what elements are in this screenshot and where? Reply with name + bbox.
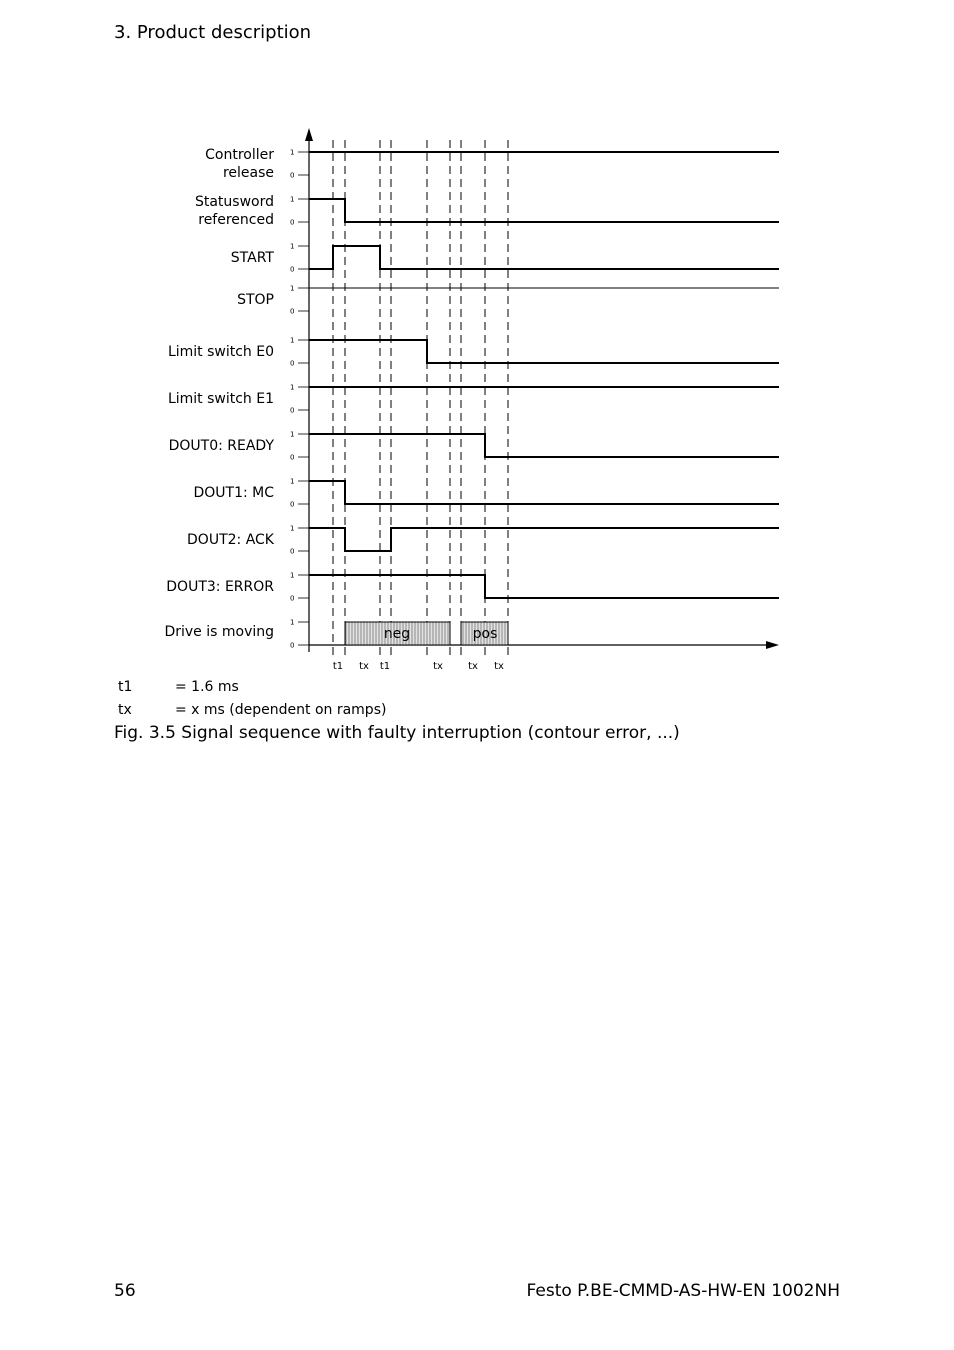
time-label: t1 [379,661,391,672]
level-label-high: 1 [290,618,295,627]
signal-label: DOUT0: READY [168,438,274,454]
moving-box-label: neg [383,626,411,642]
level-label-high: 1 [290,148,295,157]
signal-waveform [309,246,779,269]
signal-label: DOUT3: ERROR [166,579,274,595]
signal-row-dout1-mc [193,478,779,509]
level-label-high: 1 [290,477,295,486]
level-label-high: 1 [290,383,295,392]
level-label-low: 0 [290,641,295,650]
y-axis-arrow-icon [305,128,313,141]
signal-label: Limit switch E0 [167,344,274,360]
time-label: tx [359,661,369,672]
legend-key-tx: tx [118,702,132,718]
legend-key-t1: t1 [118,679,133,695]
page-number: 56 [114,1281,136,1301]
level-label-low: 0 [290,307,295,316]
level-label-high: 1 [290,524,295,533]
level-label-high: 1 [290,195,295,204]
signal-label: Controller [205,147,274,163]
time-labels [333,661,504,672]
signal-rows [164,147,779,650]
signal-row-limit-switch-e1 [168,384,779,415]
axes [305,128,779,652]
level-label-low: 0 [290,500,295,509]
legend-value-tx: = x ms (dependent on ramps) [175,702,387,718]
level-label-high: 1 [290,336,295,345]
signal-row-dout0-ready [169,431,779,462]
level-label-low: 0 [290,547,295,556]
level-label-low: 0 [290,594,295,603]
time-label: t1 [332,661,344,672]
level-label-high: 1 [290,430,295,439]
document-id: Festo P.BE-CMMD-AS-HW-EN 1002NH [526,1281,840,1301]
level-label-low: 0 [290,218,295,227]
level-label-high: 1 [290,242,295,251]
level-label-high: 1 [290,284,295,293]
time-label: tx [433,661,443,672]
signal-row-statusword-referenced [195,194,779,228]
signal-label: DOUT2: ACK [187,532,274,548]
moving-box-label: pos [472,626,498,642]
signal-row-dout3-error [166,572,779,603]
signal-label: Drive is moving [164,624,274,640]
signal-label: Limit switch E1 [167,391,274,407]
signal-row-dout2-ack [187,525,779,556]
level-label-low: 0 [290,359,295,368]
signal-row-start [231,243,779,274]
level-label-low: 0 [290,406,295,415]
signal-row-controller-release [205,147,779,181]
signal-label: release [222,165,274,181]
level-label-high: 1 [290,571,295,580]
signal-label: referenced [198,212,274,228]
time-axis-arrow-icon [766,641,779,649]
legend-value-t1: = 1.6 ms [175,679,239,695]
time-marker-lines [333,140,508,657]
signal-label: Statusword [194,194,274,210]
signal-label: DOUT1: MC [193,485,274,501]
signal-row-limit-switch-e0 [168,337,779,368]
time-label: tx [468,661,478,672]
time-label: tx [494,661,504,672]
figure-caption: Fig. 3.5 Signal sequence with faulty interruption (contour error, ...) [114,723,680,743]
signal-label: STOP [237,292,274,308]
signal-label: START [230,250,274,266]
level-label-low: 0 [290,171,295,180]
page-header: 3. Product description [114,22,312,43]
level-label-low: 0 [290,453,295,462]
level-label-low: 0 [290,265,295,274]
